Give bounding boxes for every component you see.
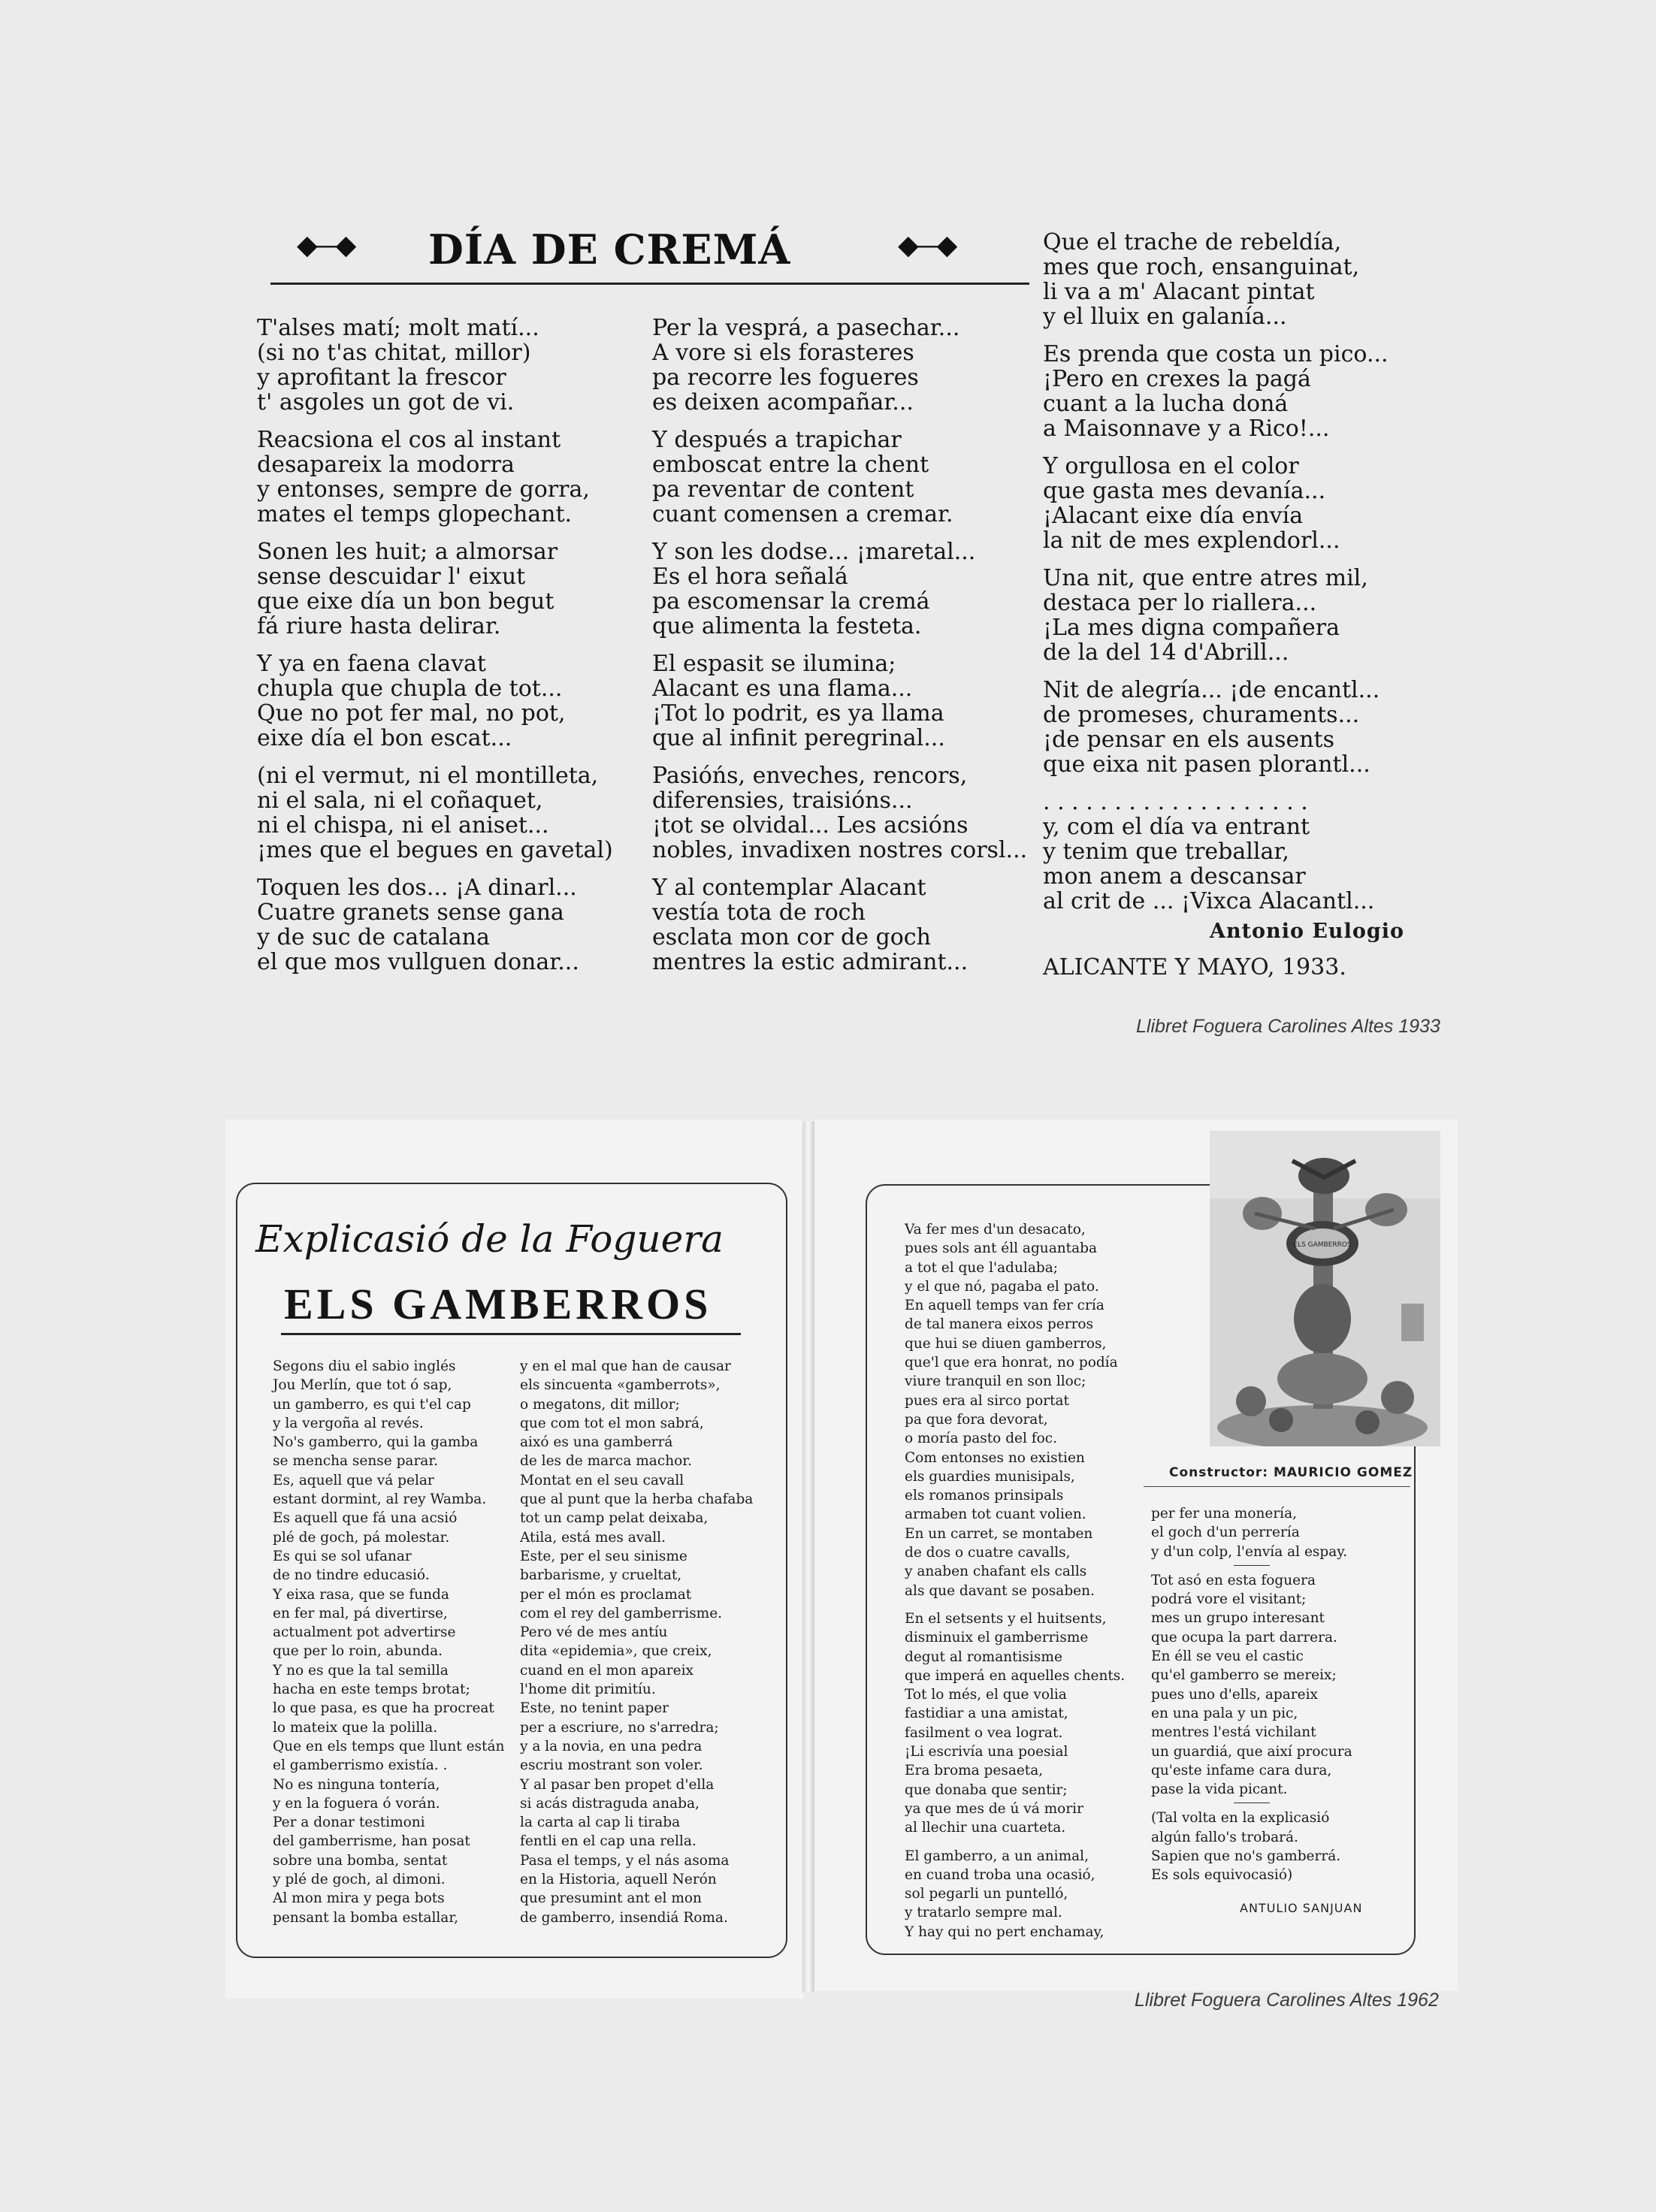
verse-line: El espasit se ilumina; — [652, 651, 896, 677]
text-line: Es qui se sol ufanar — [273, 1548, 412, 1564]
text-line: Montat en el seu cavall — [520, 1472, 684, 1488]
text-line: se mencha sense parar. — [273, 1453, 439, 1470]
verse-line: destaca per lo riallera... — [1043, 590, 1317, 616]
verse-line: y aprofitant la frescor — [257, 364, 506, 391]
text-line: y el que nó, pagaba el pato. — [905, 1278, 1099, 1295]
text-line: actualment pot advertirse — [273, 1624, 456, 1641]
text-line: el goch d'un perrería — [1151, 1525, 1300, 1541]
text-line: y la vergoña al revés. — [273, 1415, 424, 1431]
poem-dateline: ALICANTE Y MAYO, 1933. — [1043, 954, 1346, 981]
falla-monument-photo — [1210, 1131, 1440, 1446]
verse-line: ¡de pensar en els ausents — [1043, 727, 1335, 753]
stanza — [652, 875, 1027, 975]
verse-line: el que mos vullguen donar... — [257, 949, 579, 975]
verse-line: Y son les dodse... ¡maretal... — [652, 539, 976, 565]
verse-line: pa recorre les fogueres — [652, 364, 919, 391]
text-line: els sincuenta «gamberrots», — [520, 1377, 721, 1394]
text-line: els romanos prinsipals — [905, 1488, 1064, 1504]
text-line: Com entonses no existien — [905, 1449, 1085, 1466]
text-line: pues uno d'ells, apareix — [1151, 1686, 1318, 1703]
text-line: Pasa el temps, y el nás asoma — [520, 1852, 730, 1869]
text-line: escriu mostrant son voler. — [520, 1757, 703, 1774]
verse-line: Nit de alegría... ¡de encantl... — [1043, 677, 1380, 703]
text-line: a tot el que l'adulaba; — [905, 1259, 1058, 1276]
constructor-name: MAURICIO GOMEZ — [1273, 1465, 1413, 1480]
text-line: de no tindre educasió. — [273, 1567, 430, 1584]
constructor-credit — [1169, 1465, 1413, 1480]
text-line: que per lo roin, abunda. — [273, 1643, 443, 1660]
text-line: Segons diu el sabio inglés — [273, 1358, 456, 1374]
text-line: un gamberro, es qui t'el cap — [273, 1396, 471, 1413]
text-line: tot un camp pelat deixaba, — [520, 1510, 709, 1527]
verse-line: Pasióńs, enveches, rencors, — [652, 763, 968, 789]
verse-line: y el lluix en galanía... — [1043, 304, 1287, 330]
text-line: dita «epidemia», que creix, — [520, 1643, 712, 1660]
verse-line: al crit de ... ¡Vixca Alacantl... — [1043, 888, 1375, 914]
text-line: l'home dit primitíu. — [520, 1682, 656, 1698]
text-line: el gamberrismo existía. . — [273, 1757, 448, 1774]
text-line: armaben tot cuant volien. — [905, 1506, 1086, 1523]
text-line: Jou Merlín, que tot ó sap, — [273, 1377, 452, 1394]
text-line: Tot asó en esta foguera — [1151, 1572, 1316, 1588]
text-line: En aquell temps van fer cría — [905, 1298, 1105, 1314]
verse-line: t' asgoles un got de vi. — [257, 389, 515, 416]
prose-column-b — [520, 1357, 753, 1927]
verse-line: mentres la estic admirant... — [652, 949, 969, 975]
verse-line: mes que roch, ensanguinat, — [1043, 254, 1360, 280]
poem-title-row — [270, 225, 1029, 273]
stanza — [257, 875, 613, 975]
verse-line: de la del 14 d'Abrill... — [1043, 639, 1289, 666]
text-line: y en la foguera ó vorán. — [273, 1795, 440, 1812]
stanza — [652, 316, 1027, 415]
text-line: cuand en el mon apareix — [520, 1662, 694, 1679]
text-line: Este, per el seu sinisme — [520, 1548, 687, 1564]
verse-line: diferensies, traisións... — [652, 787, 913, 814]
text-line: pues era al sirco portat — [905, 1392, 1069, 1409]
stanza — [652, 428, 1027, 527]
text-line: lo que pasa, es que ha procreat — [273, 1700, 494, 1717]
text-line: lo mateix que la polilla. — [273, 1719, 438, 1736]
verse-line: eixe día el bon escat... — [257, 725, 512, 751]
verse-line: Y ya en faena clavat — [257, 651, 486, 677]
text-line: y plé de goch, al dimoni. — [273, 1872, 446, 1888]
stanza — [1043, 454, 1389, 553]
verse-line: ni el chispa, ni el aniset... — [257, 812, 549, 839]
stanza — [652, 539, 1027, 639]
verse-line: cuant comensen a cremar. — [652, 501, 953, 527]
text-line: disminuix el gamberrisme — [905, 1630, 1089, 1646]
verse-line: Es prenda que costa un pico... — [1043, 341, 1389, 367]
stanza — [257, 539, 613, 639]
prose-column-a — [273, 1357, 504, 1927]
caption-1962: Llibret Foguera Carolines Altes 1962 — [1135, 1990, 1439, 2011]
verse-line: a Maisonnave y a Rico!... — [1043, 416, 1330, 442]
verse-line: Que no pot fer mal, no pot, — [257, 700, 566, 727]
stanza — [1043, 566, 1389, 665]
verse-line: sense descuidar l' eixut — [257, 564, 526, 590]
text-line: plé de goch, pá molestar. — [273, 1529, 450, 1546]
text-line: pa que fora devorat, — [905, 1411, 1048, 1428]
text-line: fasilment o vea lograt. — [905, 1724, 1063, 1741]
stanza — [257, 763, 613, 863]
stanza — [1043, 790, 1389, 914]
text-line: qu'el gamberro se mereix; — [1151, 1667, 1337, 1684]
text-line: ¡Li escrivía una poesial — [905, 1744, 1068, 1760]
verse-line: Per la vesprá, a pasechar... — [652, 315, 960, 341]
text-line: algún fallo's trobará. — [1151, 1829, 1298, 1845]
text-line: aixó es una gamberrá — [520, 1434, 673, 1451]
text-line: pues sols ant éll aguantaba — [905, 1240, 1097, 1257]
text-line: mentres l'está vichilant — [1151, 1724, 1316, 1741]
text-line: en cuand troba una ocasió, — [905, 1866, 1095, 1883]
text-line: sobre una bomba, sentat — [273, 1852, 448, 1869]
ornament-right-icon: ◆—◆ — [898, 230, 953, 261]
text-line: Tot lo més, el que volia — [905, 1687, 1067, 1703]
verse-line: fá riure hasta delirar. — [257, 613, 501, 639]
text-line: la carta al cap li tiraba — [520, 1815, 681, 1831]
verse-line: que eixa nit pasen plorantl... — [1043, 751, 1370, 778]
verse-line: emboscat entre la chent — [652, 452, 929, 478]
verse-line: T'alses matí; molt matí... — [257, 315, 539, 341]
stanza — [257, 316, 613, 415]
stanza — [652, 651, 1027, 751]
text-line: y anaben chafant els calls — [905, 1564, 1087, 1580]
text-line: No es ninguna tontería, — [273, 1776, 440, 1793]
text-line: estant dormint, al rey Wamba. — [273, 1491, 487, 1508]
title-rule — [270, 283, 1029, 285]
text-line: un guardiá, que així procura — [1151, 1743, 1352, 1760]
text-line: y a la novia, en una pedra — [520, 1738, 703, 1754]
text-line: per a escriure, no s'arredra; — [520, 1719, 719, 1736]
stanza — [257, 651, 613, 751]
text-line: En éll se veu el castic — [1151, 1648, 1304, 1665]
verse-line: y de suc de catalana — [257, 924, 490, 950]
verse-line: vestía tota de roch — [652, 899, 866, 926]
verse-line: nobles, invadixen nostres corsl... — [652, 837, 1028, 863]
text-line: al llechir una cuarteta. — [905, 1820, 1066, 1836]
verse-line: que al infinit peregrinal... — [652, 725, 945, 751]
verse-line: ¡Pero en crexes la pagá — [1043, 366, 1311, 392]
verse-line: esclata mon cor de goch — [652, 924, 931, 950]
text-line: podrá vore el visitant; — [1151, 1591, 1307, 1608]
text-line: Que en els temps que llunt están — [273, 1738, 505, 1754]
text-line: que presumint ant el mon — [520, 1890, 702, 1907]
verse-line: ¡mes que el begues en gavetal) — [257, 837, 613, 863]
title-underline — [281, 1333, 741, 1335]
verse-line: la nit de mes explendorl... — [1043, 527, 1340, 554]
verse-line: ¡Alacant eixe día envía — [1043, 503, 1304, 529]
caption-1933: Llibret Foguera Carolines Altes 1933 — [1136, 1016, 1440, 1037]
text-line: o megatons, dit millor; — [520, 1396, 680, 1413]
text-line: Va fer mes d'un desacato, — [905, 1222, 1086, 1237]
verse-line: de promeses, churaments... — [1043, 702, 1360, 728]
verse-line: ¡La mes digna compañera — [1043, 615, 1340, 641]
text-line: Es aquell que fá una acsió — [273, 1510, 458, 1527]
text-line: per fer una monería, — [1151, 1506, 1297, 1522]
poem-column-1 — [257, 316, 613, 987]
verse-line: (ni el vermut, ni el montilleta, — [257, 763, 599, 789]
text-line: y d'un colp, l'envía al espay. — [1151, 1543, 1348, 1560]
text-line: Per a donar testimoni — [273, 1815, 425, 1831]
verse-line: y entonses, sempre de gorra, — [257, 476, 590, 503]
text-line: que hui se diuen gamberros, — [905, 1335, 1107, 1352]
verse-line: mates el temps glopechant. — [257, 501, 573, 527]
falla-photo-graphic — [1210, 1131, 1440, 1446]
text-line: Y al pasar ben propet d'ella — [520, 1776, 715, 1793]
verse-line: pa escomensar la cremá — [652, 588, 930, 615]
text-line: pensant la bomba estallar, — [273, 1909, 459, 1926]
verse-line: pa reventar de content — [652, 476, 914, 503]
text-line: En el setsents y el huitsents, — [905, 1610, 1107, 1627]
text-line: degut al romantisisme — [905, 1648, 1062, 1665]
poem-signature: Antonio Eulogio — [1210, 920, 1404, 943]
text-line: que'l que era honrat, no podía — [905, 1355, 1118, 1371]
verse-line: y tenim que treballar, — [1043, 839, 1289, 865]
poem-column-3 — [1043, 230, 1389, 926]
text-line: de les de marca machor. — [520, 1453, 692, 1470]
verse-line: Que el trache de rebeldía, — [1043, 229, 1342, 255]
text-line: qu'este infame cara dura, — [1151, 1762, 1332, 1778]
text-line: Atila, está mes avall. — [520, 1529, 666, 1546]
text-line: en una pala y un pic, — [1151, 1705, 1298, 1721]
text-line: Y no es que la tal semilla — [273, 1662, 449, 1679]
text-line: mes un grupo interesant — [1151, 1610, 1325, 1627]
text-line: Al mon mira y pega bots — [273, 1890, 445, 1907]
verse-line: ¡Tot lo podrit, es ya llama — [652, 700, 944, 727]
verse-line: Y al contemplar Alacant — [652, 875, 926, 901]
text-line: (Tal volta en la explicasió — [1151, 1810, 1330, 1827]
text-line: pase la vida picant. — [1151, 1781, 1288, 1798]
verse-line: mon anem a descansar — [1043, 863, 1306, 890]
text-line: No's gamberro, qui la gamba — [273, 1434, 479, 1451]
verse-line: (si no t'as chitat, millor) — [257, 340, 531, 366]
verse-line: Toquen les dos... ¡A dinarl... — [257, 875, 577, 901]
text-line: o moría pasto del foc. — [905, 1431, 1058, 1447]
text-line: y tratarlo sempre mal. — [905, 1905, 1062, 1921]
verse-line: que eixe día un bon begut — [257, 588, 555, 615]
verse-line: Es el hora señalá — [652, 564, 848, 590]
text-line: Y eixa rasa, que se funda — [273, 1586, 449, 1603]
verse-line: y, com el día va entrant — [1043, 814, 1310, 840]
text-line: als que davant se posaben. — [905, 1582, 1095, 1599]
verse-line: chupla que chupla de tot... — [257, 675, 563, 702]
text-line: y en el mal que han de causar — [520, 1358, 731, 1374]
clipping-1933 — [248, 210, 1450, 999]
text-line: que al punt que la herba chafaba — [520, 1491, 754, 1508]
poem-title: DÍA DE CREMÁ — [428, 225, 791, 273]
stanza — [1043, 342, 1389, 441]
text-line: que ocupa la part darrera. — [1151, 1629, 1337, 1645]
section-divider — [1234, 1565, 1270, 1566]
ornament-left-icon: ◆—◆ — [297, 230, 352, 261]
text-line: si acás distraguda anaba, — [520, 1795, 700, 1812]
text-line: Este, no tenint paper — [520, 1700, 669, 1717]
stanza — [1043, 678, 1389, 777]
verse-line: Sonen les huit; a almorsar — [257, 539, 558, 565]
explicacion-script-title: Explicasió de la Foguera — [255, 1217, 724, 1261]
text-line: viure tranquil en son lloc; — [905, 1373, 1086, 1390]
verse-line: li va a m' Alacant pintat — [1043, 279, 1315, 305]
verse-line: cuant a la lucha doná — [1043, 391, 1289, 417]
verse-line: Alacant es una flama... — [652, 675, 913, 702]
prose-column-c — [905, 1220, 1125, 1942]
text-line: de gamberro, insendiá Roma. — [520, 1909, 728, 1926]
verse-line: . . . . . . . . . . . . . . . . . . . — [1043, 789, 1308, 815]
text-line: Es, aquell que vá pelar — [273, 1472, 434, 1488]
text-line: Pero vé de mes antíu — [520, 1624, 668, 1641]
text-line: Y hay qui no pert enchamay, — [905, 1923, 1105, 1940]
text-line: que imperá en aquelles chents. — [905, 1667, 1126, 1684]
text-line: Es sols equivocasió) — [1151, 1867, 1293, 1884]
stanza — [652, 763, 1027, 863]
constructor-label: Constructor: — [1169, 1465, 1269, 1480]
text-line: hacha en este temps brotat; — [273, 1682, 470, 1698]
poem-column-2 — [652, 316, 1027, 987]
text-line: En un carret, se montaben — [905, 1525, 1093, 1542]
verse-line: que gasta mes devanía... — [1043, 478, 1326, 504]
text-line: ya que mes de ú vá morir — [905, 1800, 1083, 1817]
stanza — [1043, 230, 1389, 329]
text-line: que donaba que sentir; — [905, 1781, 1068, 1798]
page-fold — [802, 1121, 814, 1993]
text-line: Era broma pesaeta, — [905, 1763, 1044, 1779]
text-line: barbarisme, y crueltat, — [520, 1567, 682, 1584]
text-line: sol pegarli un puntelló, — [905, 1886, 1068, 1902]
text-line: que com tot el mon sabrá, — [520, 1415, 704, 1431]
stanza — [257, 428, 613, 527]
prose-column-d — [1151, 1504, 1352, 1885]
text-line: els guardies munisipals, — [905, 1468, 1075, 1485]
verse-line: Reacsiona el cos al instant — [257, 427, 561, 453]
text-line: com el rey del gamberrisme. — [520, 1605, 723, 1621]
verse-line: Y después a trapichar — [652, 427, 902, 453]
text-line: fastidiar a una amistat, — [905, 1706, 1068, 1722]
verse-line: Y orgullosa en el color — [1043, 453, 1299, 479]
photo-sign-text: ELS GAMBERROS — [1293, 1241, 1352, 1249]
text-line: per el món es proclamat — [520, 1586, 692, 1603]
text-line: de dos o cuatre cavalls, — [905, 1545, 1071, 1561]
text-line: en fer mal, pá divertirse, — [273, 1605, 448, 1621]
els-gamberros-title: ELS GAMBERROS — [284, 1280, 712, 1328]
text-line: en la Historia, aquell Nerón — [520, 1872, 717, 1888]
text-line: El gamberro, a un animal, — [905, 1848, 1089, 1864]
verse-line: Una nit, que entre atres mil, — [1043, 565, 1368, 591]
text-line: de tal manera eixos perros — [905, 1316, 1094, 1333]
verse-line: desapareix la modorra — [257, 452, 515, 478]
verse-line: ni el sala, ni el coñaquet, — [257, 787, 543, 814]
verse-line: Cuatre granets sense gana — [257, 899, 564, 926]
text-line: Sapien que no's gamberrá. — [1151, 1848, 1341, 1865]
verse-line: A vore si els forasteres — [652, 340, 914, 366]
article-author: ANTULIO SANJUAN — [1240, 1901, 1363, 1915]
constructor-rule — [1144, 1486, 1410, 1487]
text-line: fentli en el cap una rella. — [520, 1833, 697, 1850]
verse-line: que alimenta la festeta. — [652, 613, 922, 639]
text-line: del gamberrisme, han posat — [273, 1833, 470, 1850]
verse-line: ¡tot se olvidal... Les acsións — [652, 812, 969, 839]
verse-line: es deixen acompañar... — [652, 389, 914, 416]
